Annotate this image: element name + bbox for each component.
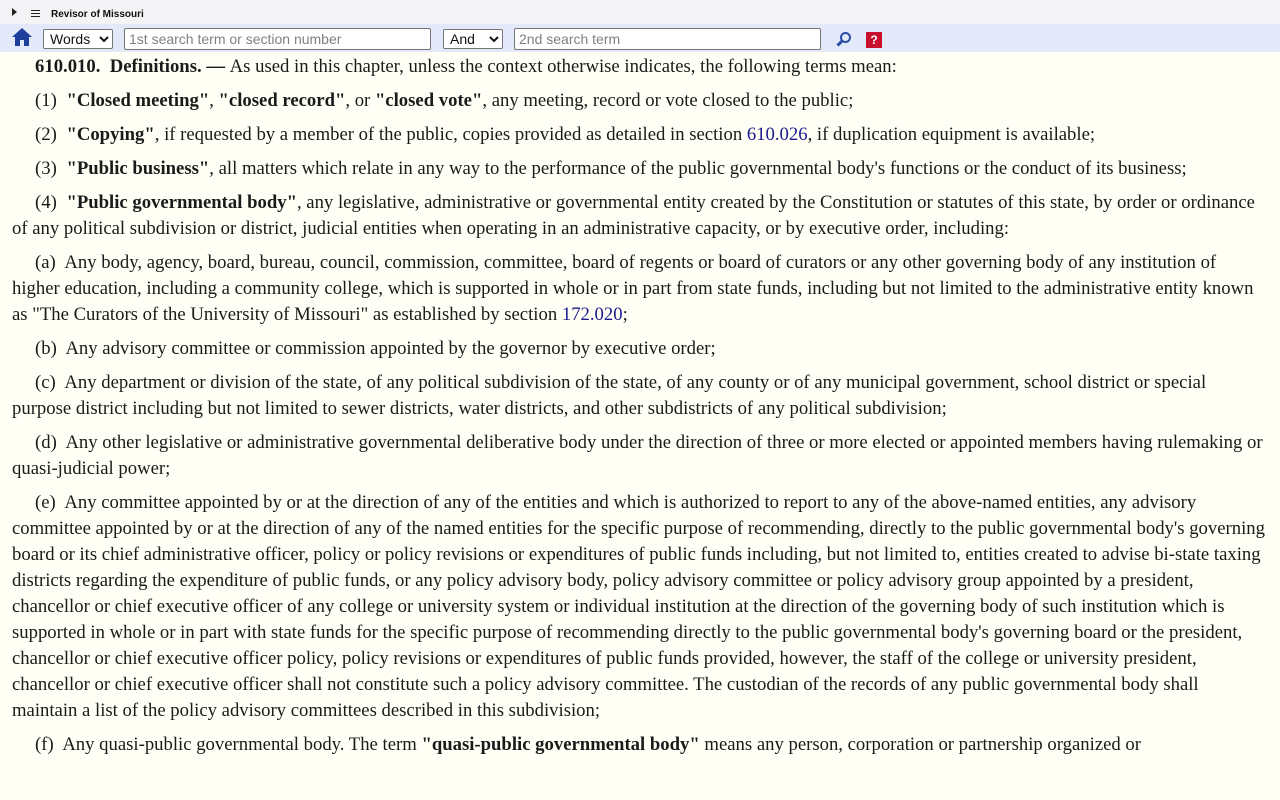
definition-text: Any committee appointed by or at the direction of any of the entities and which is authorized to report to any of the above-named entities, any advisory committee appointed by or at the direction of any of the named entities for the specific purpose of recommending, directly to the public governmental body's governing board or its chief administrative officer, policy or policy revisions or expenditures of public funds including, but not limited to, entities created to advise bi-state taxing districts regarding the expenditure of public funds, or any policy advisory body, policy advisory committee or policy advisory group appointed by a president, chancellor or chief executive officer of any college or university system or individual institution at the direction of the governing body of such institution which is supported in whole or in part with state funds for the specific purpose of recommending directly to the public governmental body's governing board or the president, chancellor or chief executive officer policy, policy revisions or expenditures of public funds provided, however, the staff of the college or university president, chancellor or chief executive officer shall not constitute such a policy advisory committee. The custodian of the records of any public governmental body shall maintain a list of the policy advisory committees described in this subdivision; [12,492,1265,721]
section-title: Definitions. [109,56,202,77]
item-label: (f) [35,734,54,755]
search-icon[interactable] [836,31,852,47]
section-number: 610.010. [35,56,101,77]
definition-text: , or [345,90,375,111]
search-operator-select[interactable] [443,29,503,49]
definition-text: means any person, corporation or partnership organized or [699,734,1141,755]
definition-text: ; [622,304,628,325]
expand-arrow-icon[interactable] [12,8,17,16]
second-search-term-input[interactable] [514,28,821,50]
definition-public-governmental-body [12,190,1267,242]
section-dash: — [201,56,230,77]
item-label: (4) [35,192,57,213]
subdivision-e [12,490,1267,724]
definition-text: , any meeting, record or vote closed to the public; [482,90,854,111]
definition-text: Any department or division of the state, of any political subdivision of the state, of any county or of any municipal government, school district or special purpose district including but not limited to sewer districts, water districts, and other subdistricts of any political subdivision; [12,372,1207,419]
item-label: (b) [35,338,57,359]
menu-icon[interactable] [31,10,40,17]
first-search-term-input[interactable] [124,28,431,50]
defined-term: "Public business" [66,158,210,179]
statute-text [12,52,1267,766]
definition-copying [12,122,1267,148]
definition-text: , if duplication equipment is available; [807,124,1096,145]
item-label: (1) [35,90,57,111]
definition-text: , if requested by a member of the public, copies provided as detailed in section [154,124,747,145]
defined-term: "Closed meeting" [66,90,210,111]
section-link-172-020[interactable]: 172.020 [561,304,623,325]
definition-text: , any legislative, administrative or governmental entity created by the Constitution or statutes of this state, by order or ordinance of any political subdivision or district, judicial entities when operating in an administrative capacity, or by executive order, including: [12,192,1255,239]
item-label: (3) [35,158,57,179]
item-label: (2) [35,124,57,145]
definition-text: Any body, agency, board, bureau, council, commission, committee, board of regents or board of curators or any other governing body of any institution of higher education, including a community college, which is supported in whole or in part from state funds, including but not limited to the administrative entity known as "The Curators of the University of Missouri" as established by section [12,252,1254,325]
definition-text: Any advisory committee or commission appointed by the governor by executive order; [65,338,716,359]
item-label: (d) [35,432,57,453]
home-icon[interactable] [11,27,33,47]
subdivision-c [12,370,1267,422]
definition-closed-meeting [12,88,1267,114]
subdivision-f [12,732,1267,758]
search-mode-select[interactable] [43,29,113,49]
subdivision-a [12,250,1267,328]
subdivision-d [12,430,1267,482]
help-icon[interactable]: ? [866,32,882,48]
item-label: (a) [35,252,56,273]
definition-text: , all matters which relate in any way to the performance of the public governmental body's functions or the conduct of its business; [209,158,1187,179]
defined-term: "Public governmental body" [66,192,297,213]
site-title[interactable]: Revisor of Missouri [51,9,144,20]
section-link-610-026[interactable]: 610.026 [746,124,808,145]
search-bar [0,24,1280,52]
defined-term: "closed record" [218,90,346,111]
defined-term: "closed vote" [374,90,483,111]
section-heading [12,54,1267,80]
definition-public-business [12,156,1267,182]
definition-text: Any quasi-public governmental body. The term [62,734,422,755]
defined-term: "quasi-public governmental body" [421,734,700,755]
definition-text: Any other legislative or administrative governmental deliberative body under the direction of three or more elected or appointed members having rulemaking or quasi-judicial power; [12,432,1263,479]
top-bar [0,0,1280,24]
section-intro: As used in this chapter, unless the context otherwise indicates, the following terms mean: [229,56,897,77]
subdivision-b [12,336,1267,362]
defined-term: "Copying" [66,124,155,145]
item-label: (e) [35,492,56,513]
item-label: (c) [35,372,56,393]
definition-text: , [209,90,219,111]
